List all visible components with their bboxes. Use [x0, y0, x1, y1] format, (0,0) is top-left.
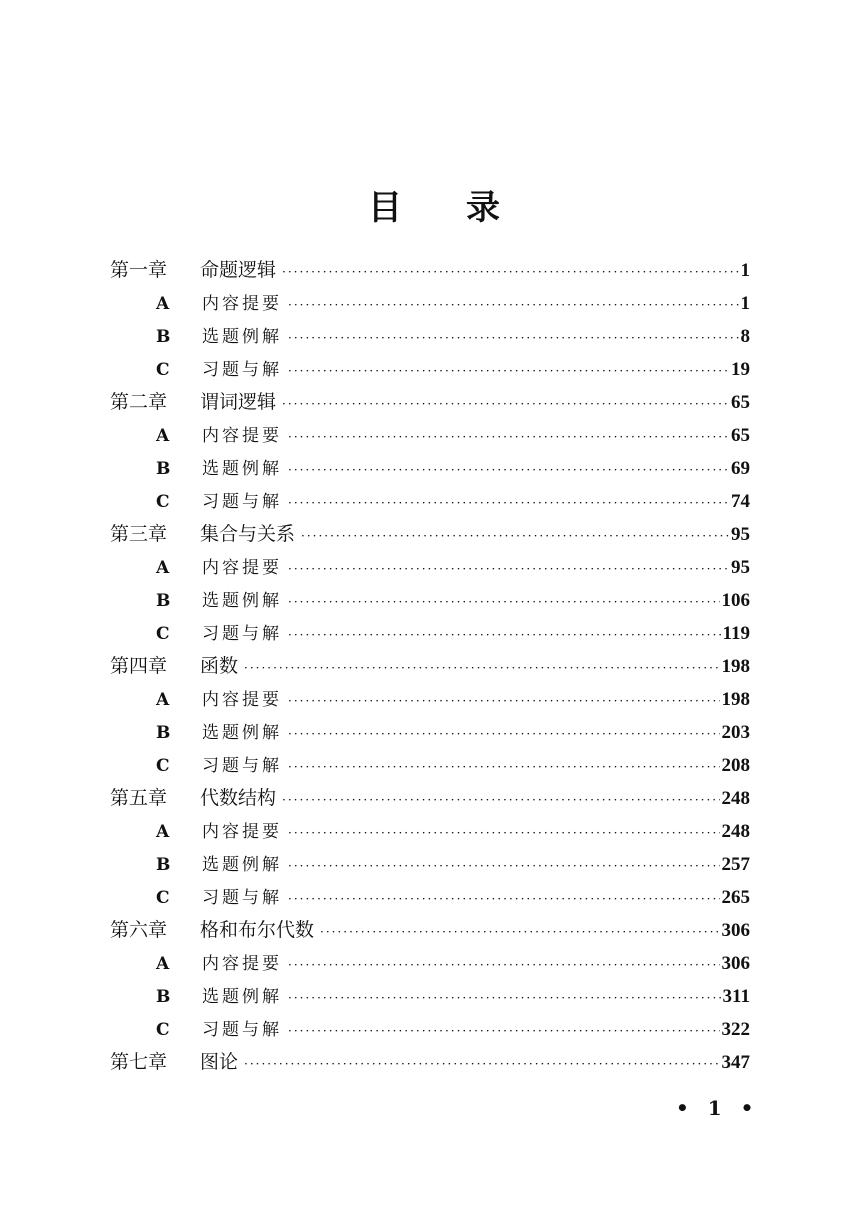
page-number: 65	[731, 425, 750, 446]
page-number: 65	[731, 392, 750, 413]
page-number: 69	[731, 458, 750, 479]
section-title: 选题例解	[202, 591, 282, 611]
section-letter: B	[156, 855, 171, 875]
page-number: 1	[740, 293, 750, 314]
dot-leader	[288, 289, 739, 320]
chapter-title: 命题逻辑	[200, 259, 277, 281]
toc-section-row[interactable]	[110, 485, 750, 518]
dot-leader	[282, 256, 738, 287]
page-number: 198	[721, 656, 750, 677]
dot-leader	[288, 817, 720, 848]
toc-section-row[interactable]	[110, 617, 750, 650]
section-title: 选题例解	[202, 327, 282, 347]
page-number: 19	[731, 359, 750, 380]
section-title: 内容提要	[202, 822, 282, 842]
toc-section-row[interactable]	[110, 716, 750, 749]
toc-chapter-row[interactable]	[110, 386, 750, 419]
chapter-number: 第六章	[110, 919, 168, 941]
page-number: 208	[721, 755, 750, 776]
toc-section-row[interactable]	[110, 947, 750, 980]
chapter-number: 第三章	[110, 523, 168, 545]
toc-section-row[interactable]	[110, 452, 750, 485]
section-title: 选题例解	[202, 459, 282, 479]
dot-leader	[288, 454, 729, 485]
page-title-char-2: 录	[466, 188, 500, 228]
page-number: 265	[721, 887, 750, 908]
page-number: 106	[721, 590, 750, 611]
page-number: 74	[731, 491, 750, 512]
dot-leader	[288, 619, 721, 650]
section-letter: C	[156, 360, 170, 380]
section-letter: B	[156, 591, 171, 611]
dot-leader	[288, 487, 729, 518]
toc-section-row[interactable]	[110, 980, 750, 1013]
chapter-title: 图论	[200, 1051, 239, 1073]
section-title: 选题例解	[202, 855, 282, 875]
page-number: 119	[722, 623, 750, 644]
section-letter: B	[156, 459, 171, 479]
toc-chapter-row[interactable]	[110, 518, 750, 551]
page-number: 248	[721, 788, 750, 809]
page-number: 198	[721, 689, 750, 710]
section-letter: C	[156, 492, 170, 512]
dot-leader	[282, 388, 729, 419]
dot-leader	[288, 1015, 720, 1046]
chapter-number: 第七章	[110, 1051, 168, 1073]
section-letter: A	[156, 822, 170, 842]
chapter-number: 第四章	[110, 655, 168, 677]
section-title: 习题与解	[202, 624, 282, 644]
dot-leader	[288, 751, 720, 782]
toc-chapter-row[interactable]	[110, 914, 750, 947]
chapter-title: 谓词逻辑	[200, 391, 277, 413]
dot-leader	[288, 982, 721, 1013]
chapter-title: 集合与关系	[200, 523, 296, 545]
toc-chapter-row[interactable]	[110, 782, 750, 815]
page-number: 306	[721, 920, 750, 941]
page-number: 311	[722, 986, 750, 1007]
toc-section-row[interactable]	[110, 551, 750, 584]
dot-leader	[282, 784, 719, 815]
section-letter: A	[156, 558, 170, 578]
toc-section-row[interactable]	[110, 419, 750, 452]
page-title-char-1: 目	[368, 188, 402, 228]
toc-section-row[interactable]	[110, 584, 750, 617]
chapter-title: 格和布尔代数	[200, 919, 315, 941]
page-number: 306	[721, 953, 750, 974]
section-title: 内容提要	[202, 558, 282, 578]
toc-section-row[interactable]	[110, 320, 750, 353]
dot-leader	[288, 718, 720, 749]
section-title: 习题与解	[202, 1020, 282, 1040]
section-title: 内容提要	[202, 954, 282, 974]
page-number: 95	[731, 557, 750, 578]
toc-chapter-row[interactable]	[110, 1046, 750, 1079]
dot-leader	[244, 652, 719, 683]
dot-leader	[288, 421, 729, 452]
page-title	[0, 180, 868, 229]
dot-leader	[288, 883, 720, 914]
page-number: 322	[721, 1019, 750, 1040]
page-number: 257	[721, 854, 750, 875]
dot-leader	[288, 355, 729, 386]
page-number: 95	[731, 524, 750, 545]
section-letter: A	[156, 954, 170, 974]
section-title: 习题与解	[202, 756, 282, 776]
section-letter: C	[156, 1020, 170, 1040]
section-title: 内容提要	[202, 690, 282, 710]
toc-section-row[interactable]	[110, 881, 750, 914]
section-letter: C	[156, 756, 170, 776]
toc-section-row[interactable]	[110, 353, 750, 386]
dot-leader	[244, 1048, 719, 1079]
toc-section-row[interactable]	[110, 848, 750, 881]
toc-section-row[interactable]	[110, 749, 750, 782]
dot-leader	[288, 322, 739, 353]
page-number-footer: • 1 •	[676, 1096, 760, 1120]
section-title: 选题例解	[202, 723, 282, 743]
section-letter: B	[156, 987, 171, 1007]
dot-leader	[288, 586, 720, 617]
section-title: 选题例解	[202, 987, 282, 1007]
page-number: 8	[740, 326, 750, 347]
section-letter: C	[156, 888, 170, 908]
dot-leader	[288, 685, 720, 716]
section-title: 习题与解	[202, 492, 282, 512]
chapter-title: 代数结构	[200, 787, 277, 809]
section-letter: B	[156, 723, 171, 743]
toc-section-row[interactable]	[110, 815, 750, 848]
section-title: 内容提要	[202, 294, 282, 314]
page-number: 248	[721, 821, 750, 842]
dot-leader	[288, 850, 720, 881]
chapter-number: 第二章	[110, 391, 168, 413]
page-number: 203	[721, 722, 750, 743]
toc-chapter-row[interactable]	[110, 650, 750, 683]
section-letter: A	[156, 690, 170, 710]
section-letter: C	[156, 624, 170, 644]
chapter-number: 第一章	[110, 259, 168, 281]
table-of-contents	[110, 254, 750, 1079]
section-letter: B	[156, 327, 171, 347]
section-letter: A	[156, 294, 170, 314]
page-number: 347	[721, 1052, 750, 1073]
section-letter: A	[156, 426, 170, 446]
chapter-title: 函数	[200, 655, 239, 677]
toc-section-row[interactable]	[110, 287, 750, 320]
dot-leader	[288, 553, 729, 584]
dot-leader	[320, 916, 719, 947]
toc-section-row[interactable]	[110, 683, 750, 716]
section-title: 习题与解	[202, 360, 282, 380]
toc-chapter-row[interactable]	[110, 254, 750, 287]
page-number: 1	[740, 260, 750, 281]
dot-leader	[288, 949, 720, 980]
chapter-number: 第五章	[110, 787, 168, 809]
section-title: 习题与解	[202, 888, 282, 908]
section-title: 内容提要	[202, 426, 282, 446]
toc-section-row[interactable]	[110, 1013, 750, 1046]
dot-leader	[301, 520, 729, 551]
